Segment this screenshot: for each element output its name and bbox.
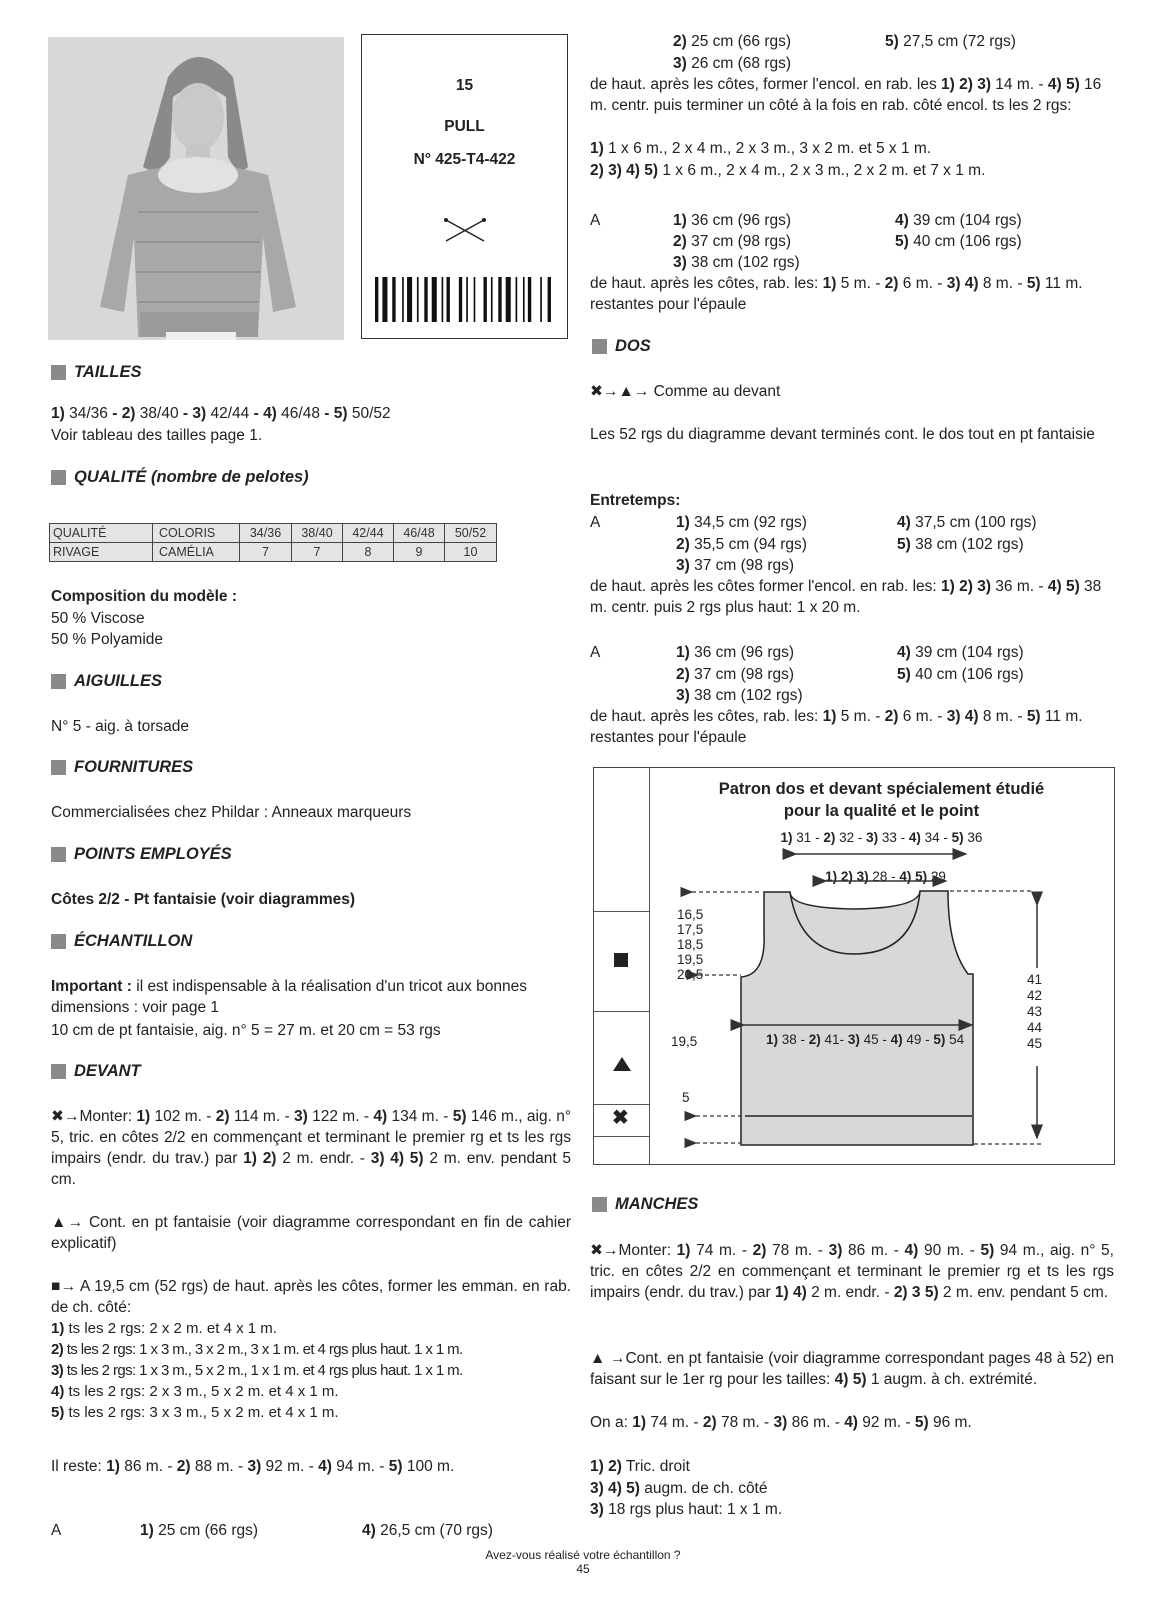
devant-emman: ■→ A 19,5 cm (52 rgs) de haut. après les côtes, former les emman. en rab. de ch. côté:	[51, 1278, 571, 1316]
barcode-bar	[523, 277, 525, 322]
height-size-3: 3) 26 cm (68 rgs)	[673, 55, 792, 72]
section-heading: TAILLES	[74, 363, 142, 381]
barcode-bar	[491, 277, 493, 322]
model-photo	[48, 37, 344, 340]
table-header-cell: 46/48	[394, 524, 445, 543]
section-qualite	[51, 468, 309, 487]
total-heights-list	[1027, 972, 1042, 1052]
section-tailles	[51, 363, 142, 382]
devant-reste: Il reste: 1) 86 m. - 2) 88 m. - 3) 92 m. - 4) 94 m. - 5) 100 m.	[51, 1458, 455, 1475]
dos-a-label: A	[590, 514, 601, 531]
sizes-list: 1) 34/36 - 2) 38/40 - 3) 42/44 - 4) 46/48 - 5) 50/52	[51, 405, 391, 422]
devant-a-col2: 4) 26,5 cm (70 rgs)	[362, 1522, 493, 1539]
section-heading: AIGUILLES	[74, 672, 163, 690]
epaule-a-label: A	[590, 212, 601, 229]
size-value: 42/44	[206, 405, 250, 422]
epaule-size-3: 3) 38 cm (102 rgs)	[673, 254, 800, 271]
total-height-value: 43	[1027, 1004, 1043, 1019]
epaule2-size-2: 2) 37 cm (98 rgs)	[676, 666, 795, 683]
garment-schematic	[593, 767, 1115, 1165]
section-heading: FOURNITURES	[74, 758, 194, 776]
total-height-value: 45	[1027, 1036, 1043, 1051]
armhole-heights-list	[677, 907, 703, 982]
section-bullet-icon	[51, 470, 66, 485]
section-manches	[592, 1195, 698, 1214]
pattern-type: PULL	[444, 118, 485, 135]
dos-entretemps: Entretemps:	[590, 492, 681, 509]
emman-size-item: 1) ts les 2 rgs: 2 x 2 m. et 4 x 1 m.	[51, 1320, 277, 1337]
barcode-bar	[474, 277, 476, 322]
dos-size-2: 2) 35,5 cm (94 rgs)	[676, 536, 807, 553]
barcode-bar	[506, 277, 511, 322]
composition-title: Composition du modèle :	[51, 588, 237, 605]
section-heading: QUALITÉ (nombre de pelotes)	[74, 468, 309, 486]
yarn-quantity-table	[49, 523, 497, 562]
table-cell: CAMÉLIA	[153, 543, 240, 562]
composition-line: 50 % Viscose	[51, 610, 145, 627]
armhole-height-value: 19,5	[677, 952, 704, 967]
points-text: Côtes 2/2 - Pt fantaisie (voir diagrammes)	[51, 891, 356, 908]
manches-monter: ✖→Monter: 1) 74 m. - 2) 78 m. - 3) 86 m. - 4) 90 m. - 5) 94 m., aig. n° 5, tric. en côtes 2/2 en commençant et terminant le premier rg et ts les rgs impairs (endr. du trav.) par 1) 4) 2 m. endr. - 2) 3 5) 2 m. env. pendant 5 cm.	[590, 1242, 1114, 1301]
important-text: il est indispensable à la réalisation d'un tricot aux bonnes dimensions : voir page 1	[51, 978, 527, 1016]
barcode-bar	[498, 277, 501, 322]
section-bullet-icon	[51, 760, 66, 775]
aiguilles-text: N° 5 - aig. à torsade	[51, 718, 190, 735]
barcode-bar	[540, 277, 542, 322]
table-header-cell: 50/52	[445, 524, 497, 543]
section-heading: POINTS EMPLOYÉS	[74, 845, 232, 863]
barcode-bar	[442, 277, 444, 322]
section-bullet-icon	[592, 1197, 607, 1212]
epaule-text: de haut. après les côtes, rab. les: 1) 5 m. - 2) 6 m. - 3) 4) 8 m. - 5) 11 m. restantes pour l'épaule	[590, 275, 1083, 313]
emman-size-item: 4) ts les 2 rgs: 2 x 3 m., 5 x 2 m. et 4 x 1 m.	[51, 1383, 339, 1400]
manches-line: 3) 4) 5) augm. de ch. côté	[590, 1480, 768, 1497]
total-height-value: 44	[1027, 1020, 1043, 1035]
devant-cont: ▲→ Cont. en pt fantaisie (voir diagramme correspondant en fin de cahier explicatif)	[51, 1214, 571, 1252]
cross-marker-icon: ✖	[612, 1107, 629, 1129]
barcode-bar	[447, 277, 450, 322]
manches-line: 3) 18 rgs plus haut: 1 x 1 m.	[590, 1501, 783, 1518]
schematic-title-line: Patron dos et devant spécialement étudié	[718, 780, 1045, 798]
pattern-reference: N° 425-T4-422	[413, 151, 516, 168]
footer-question: Avez-vous réalisé votre échantillon ?	[485, 1548, 681, 1562]
echantillon-important	[51, 976, 571, 1018]
table-cell: RIVAGE	[50, 543, 153, 562]
barcode-bar	[424, 277, 427, 322]
epaule2-size-4: 4) 39 cm (104 rgs)	[897, 644, 1024, 661]
barcode-bar	[382, 277, 387, 322]
neck-width-label: 1) 2) 3) 28 - 4) 5) 29	[825, 869, 946, 884]
bottom-width-label: 1) 38 - 2) 41- 3) 45 - 4) 49 - 5) 54	[766, 1032, 965, 1047]
table-header-cell: 38/40	[292, 524, 343, 543]
emman-size-list	[51, 1318, 463, 1423]
section-bullet-icon	[51, 934, 66, 949]
table-header-cell: QUALITÉ	[50, 524, 153, 543]
dos-size-4: 4) 37,5 cm (100 rgs)	[897, 514, 1037, 531]
dos-size-1: 1) 34,5 cm (92 rgs)	[676, 514, 807, 531]
barcode-bar	[459, 277, 462, 322]
barcode-bar	[548, 277, 551, 322]
height-size-2: 2) 25 cm (66 rgs)	[673, 33, 792, 50]
table-cell: 9	[394, 543, 445, 562]
epaule2-size-5: 5) 40 cm (106 rgs)	[897, 666, 1024, 683]
section-echantillon	[51, 932, 192, 951]
composition-line: 50 % Polyamide	[51, 631, 164, 648]
barcode-icon	[375, 277, 555, 322]
epaule2-size-1: 1) 36 cm (96 rgs)	[676, 644, 795, 661]
size-value: 46/48	[276, 405, 320, 422]
barcode-bar	[375, 277, 378, 322]
emman-size-item: 2) ts les 2 rgs: 1 x 3 m., 3 x 2 m., 3 x 1 m. et 4 rgs plus haut. 1 x 1 m.	[51, 1341, 463, 1358]
size-number: 4)	[263, 405, 277, 422]
section-heading: MANCHES	[615, 1195, 699, 1213]
height-size-5: 5) 27,5 cm (72 rgs)	[885, 33, 1016, 50]
section-bullet-icon	[51, 1064, 66, 1079]
devant-monter: ✖→Monter: 1) 102 m. - 2) 114 m. - 3) 122 m. - 4) 134 m. - 5) 146 m., aig. n° 5, tric. en côtes 2/2 en commençant et terminant le premier rg et ts les rgs impairs (endr. du trav.) par 1) 2) 2 m. endr. - 3) 4) 5) 2 m. env. pendant 5 cm.	[51, 1108, 572, 1188]
sizes-note: Voir tableau des tailles page 1.	[51, 427, 263, 444]
table-cell: 8	[343, 543, 394, 562]
section-dos	[592, 337, 651, 356]
garment-shape	[594, 768, 1114, 1164]
table-header-cell: COLORIS	[153, 524, 240, 543]
epaule-size-2: 2) 37 cm (98 rgs)	[673, 233, 792, 250]
emman-size-item: 5) ts les 2 rgs: 3 x 3 m., 5 x 2 m. et 4 x 1 m.	[51, 1404, 339, 1421]
barcode-bar	[516, 277, 518, 322]
size-number: 3)	[192, 405, 207, 422]
epaule2-size-3: 3) 38 cm (102 rgs)	[676, 687, 803, 704]
section-heading: DOS	[615, 337, 651, 355]
gauge-text: 10 cm de pt fantaisie, aig. n° 5 = 27 m. et 20 cm = 53 rgs	[51, 1022, 441, 1039]
epaule2-text: de haut. après les côtes, rab. les: 1) 5 m. - 2) 6 m. - 3) 4) 8 m. - 5) 11 m. restantes pour l'épaule	[590, 708, 1083, 746]
dos-les52: Les 52 rgs du diagramme devant terminés cont. le dos tout en pt fantaisie	[590, 426, 1095, 443]
table-cell: 7	[292, 543, 343, 562]
body-height-label: 19,5	[671, 1034, 698, 1049]
section-bullet-icon	[51, 847, 66, 862]
section-heading: ÉCHANTILLON	[74, 932, 193, 950]
manches-line: 1) 2) Tric. droit	[590, 1458, 690, 1475]
dos-encolure: de haut. après les côtes former l'encol. en rab. les: 1) 2) 3) 36 m. - 4) 5) 38 m. centr. puis 2 rgs plus haut: 1 x 20 m.	[590, 578, 1102, 616]
section-heading: DEVANT	[74, 1062, 141, 1080]
dos-comme: ✖→▲→ Comme au devant	[590, 383, 781, 400]
dos-size-5: 5) 38 cm (102 rgs)	[897, 536, 1024, 553]
size-value: 50/52	[347, 405, 391, 422]
sweater-model-illustration	[48, 37, 344, 340]
barcode-bar	[407, 277, 412, 322]
section-fournitures	[51, 758, 193, 777]
top-width-label: 1) 31 - 2) 32 - 3) 33 - 4) 34 - 5) 36	[780, 830, 983, 845]
pattern-number: 15	[455, 77, 474, 94]
size-number: 1)	[51, 405, 65, 422]
manches-on-a: On a: 1) 74 m. - 2) 78 m. - 3) 86 m. - 4) 92 m. - 5) 96 m.	[590, 1414, 972, 1431]
devant-encolure: de haut. après les côtes, former l'encol. en rab. les 1) 2) 3) 14 m. - 4) 5) 16 m. centr. puis terminer un côté à la fois en rab. côté encol. ts les 2 rgs:	[590, 76, 1102, 114]
fournitures-text: Commercialisées chez Phildar : Anneaux marqueurs	[51, 804, 412, 821]
armhole-height-value: 18,5	[677, 937, 704, 952]
armhole-height-value: 16,5	[677, 907, 704, 922]
page-number: 45	[576, 1562, 590, 1576]
dos-size-3: 3) 37 cm (98 rgs)	[676, 557, 795, 574]
size-value: 34/36	[64, 405, 108, 422]
section-points	[51, 845, 232, 864]
epaule2-a-label: A	[590, 644, 601, 661]
section-devant	[51, 1062, 141, 1081]
armhole-height-value: 17,5	[677, 922, 704, 937]
emman-size-item: 3) ts les 2 rgs: 1 x 3 m., 5 x 2 m., 1 x 1 m. et 4 rgs plus haut. 1 x 1 m.	[51, 1362, 463, 1379]
barcode-bar	[466, 277, 468, 322]
size-value: 38/40	[135, 405, 179, 422]
encolure-size-2-5: 2) 3) 4) 5) 1 x 6 m., 2 x 4 m., 2 x 3 m., 2 x 2 m. et 7 x 1 m.	[590, 162, 986, 179]
crossed-needles-icon	[442, 215, 488, 243]
total-height-value: 42	[1027, 988, 1043, 1003]
section-bullet-icon	[592, 339, 607, 354]
body-outline	[741, 891, 973, 1145]
table-cell: 7	[240, 543, 292, 562]
table-cell: 10	[445, 543, 497, 562]
rib-height-label: 5	[682, 1090, 690, 1105]
epaule-size-1: 1) 36 cm (96 rgs)	[673, 212, 792, 229]
epaule-size-5: 5) 40 cm (106 rgs)	[895, 233, 1022, 250]
table-header-cell: 34/36	[240, 524, 292, 543]
table-header-cell: 42/44	[343, 524, 394, 543]
important-label: Important :	[51, 978, 132, 995]
pattern-label-card	[361, 34, 568, 339]
barcode-bar	[483, 277, 486, 322]
table-row	[50, 543, 497, 562]
barcode-bar	[528, 277, 531, 322]
table-header-row	[50, 524, 497, 543]
encolure-size-1: 1) 1 x 6 m., 2 x 4 m., 2 x 3 m., 3 x 2 m. et 5 x 1 m.	[590, 140, 932, 157]
section-bullet-icon	[51, 674, 66, 689]
schematic-title-line: pour la qualité et le point	[783, 802, 980, 820]
total-height-value: 41	[1027, 972, 1043, 987]
devant-a-label: A	[51, 1522, 62, 1539]
section-bullet-icon	[51, 365, 66, 380]
epaule-size-4: 4) 39 cm (104 rgs)	[895, 212, 1022, 229]
manches-cont: ▲ →Cont. en pt fantaisie (voir diagramme correspondant pages 48 à 52) en faisant sur le 1er rg pour les tailles: 4) 5) 1 augm. à ch. extrémité.	[590, 1350, 1114, 1388]
size-number: 5)	[333, 405, 348, 422]
barcode-bar	[432, 277, 437, 322]
section-aiguilles	[51, 672, 162, 691]
armhole-height-value: 20,5	[677, 967, 704, 982]
barcode-bar	[392, 277, 395, 322]
barcode-bar	[402, 277, 404, 322]
barcode-bar	[417, 277, 419, 322]
size-number: 2)	[121, 405, 136, 422]
devant-a-col1: 1) 25 cm (66 rgs)	[140, 1522, 259, 1539]
